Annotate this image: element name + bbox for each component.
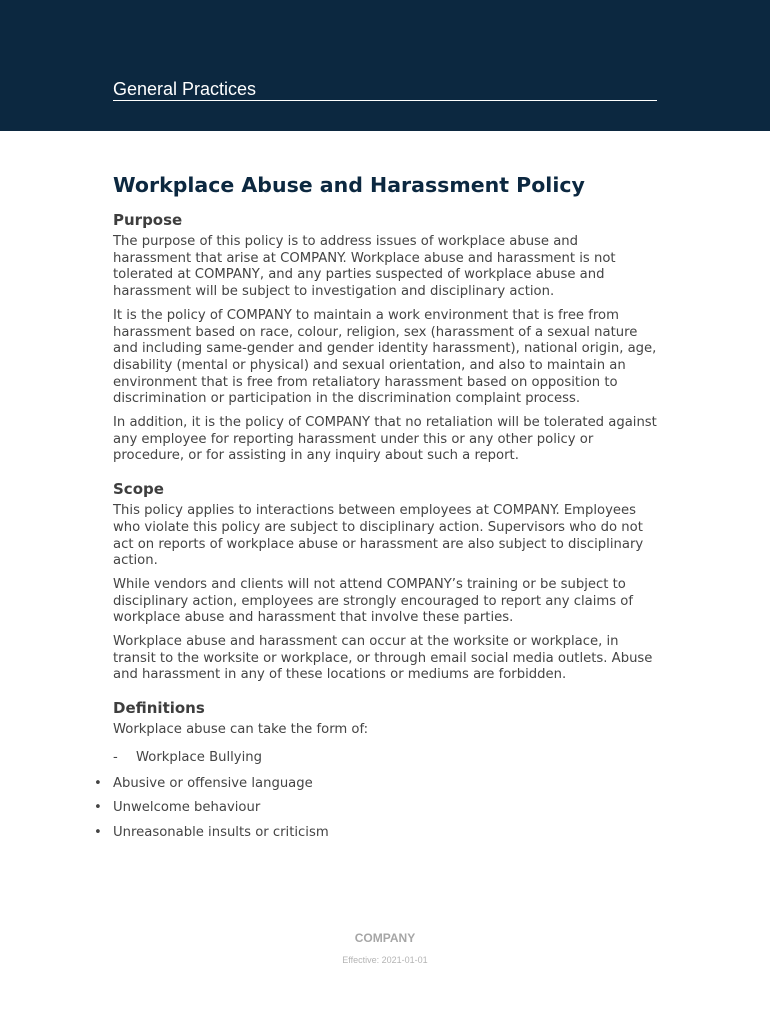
bullet-item — [94, 800, 659, 817]
page-header — [0, 0, 770, 131]
purpose-section — [113, 210, 659, 465]
bullet-text: Unwelcome behaviour — [113, 800, 261, 816]
purpose-heading: Purpose — [113, 211, 183, 229]
header-section-title: General Practices — [113, 79, 657, 101]
scope-heading: Scope — [113, 480, 164, 499]
scope-section — [113, 479, 659, 684]
bullet-marker: • — [94, 825, 102, 841]
scope-paragraph: This policy applies to interactions between employees at COMPANY. Employees who violate this policy are subject to disciplinary action. Supervisors who do not act on reports of workplace abuse or harassment are also subject to disciplinary action. — [113, 503, 644, 569]
document-title: Workplace Abuse and Harassment Policy — [113, 173, 585, 197]
scope-paragraph: Workplace abuse and harassment can occur at the worksite or workplace, in transit to the worksite or workplace, or through email social media outlets. Abuse and harassment in any of these locations or mediums are forbidden. — [113, 634, 653, 683]
purpose-paragraph: It is the policy of COMPANY to maintain a work environment that is free from harassment based on race, colour, religion, sex (harassment of a sexual nature and including same-gender and gender identity harassment), national origin, age, disability (mental or physical) and sexual orientation, and also to maintain an environment that is free from retaliatory harassment based on opposition to discrimination or participation in the discrimination complaint process. — [113, 307, 657, 407]
definitions-heading: Definitions — [113, 699, 205, 718]
purpose-paragraph: The purpose of this policy is to address issues of workplace abuse and harassment that arise at COMPANY. Workplace abuse and harassment is not tolerated at COMPANY, and any parties suspected of workplace abuse and harassment will be subject to investigation and disciplinary action. — [113, 234, 616, 300]
definitions-section — [94, 698, 659, 842]
bullet-text: Unreasonable insults or criticism — [113, 825, 329, 841]
scope-paragraph: While vendors and clients will not attend COMPANY’s training or be subject to disciplinary action, employees are strongly encouraged to report any claims of workplace abuse and harassment that involve these parties. — [113, 576, 633, 626]
bullet-item — [94, 825, 659, 842]
footer-company-name: COMPANY — [354, 931, 416, 945]
bullet-text: Abusive or offensive language — [113, 775, 313, 791]
dash-marker: - — [113, 749, 118, 765]
bullet-marker: • — [94, 775, 102, 791]
footer-effective-date: Effective: 2021-01-01 — [342, 955, 428, 965]
list-item — [113, 750, 659, 767]
bullet-marker: • — [94, 800, 102, 816]
definitions-intro: Workplace abuse can take the form of: — [113, 722, 369, 738]
purpose-paragraph: In addition, it is the policy of COMPANY that no retaliation will be tolerated against any employee for reporting harassment under this or any other policy or procedure, or for assisting in any inquiry about such a report. — [113, 415, 657, 464]
document-body — [94, 171, 659, 850]
list-item-text: Workplace Bullying — [136, 749, 262, 765]
bullet-item — [94, 775, 659, 793]
